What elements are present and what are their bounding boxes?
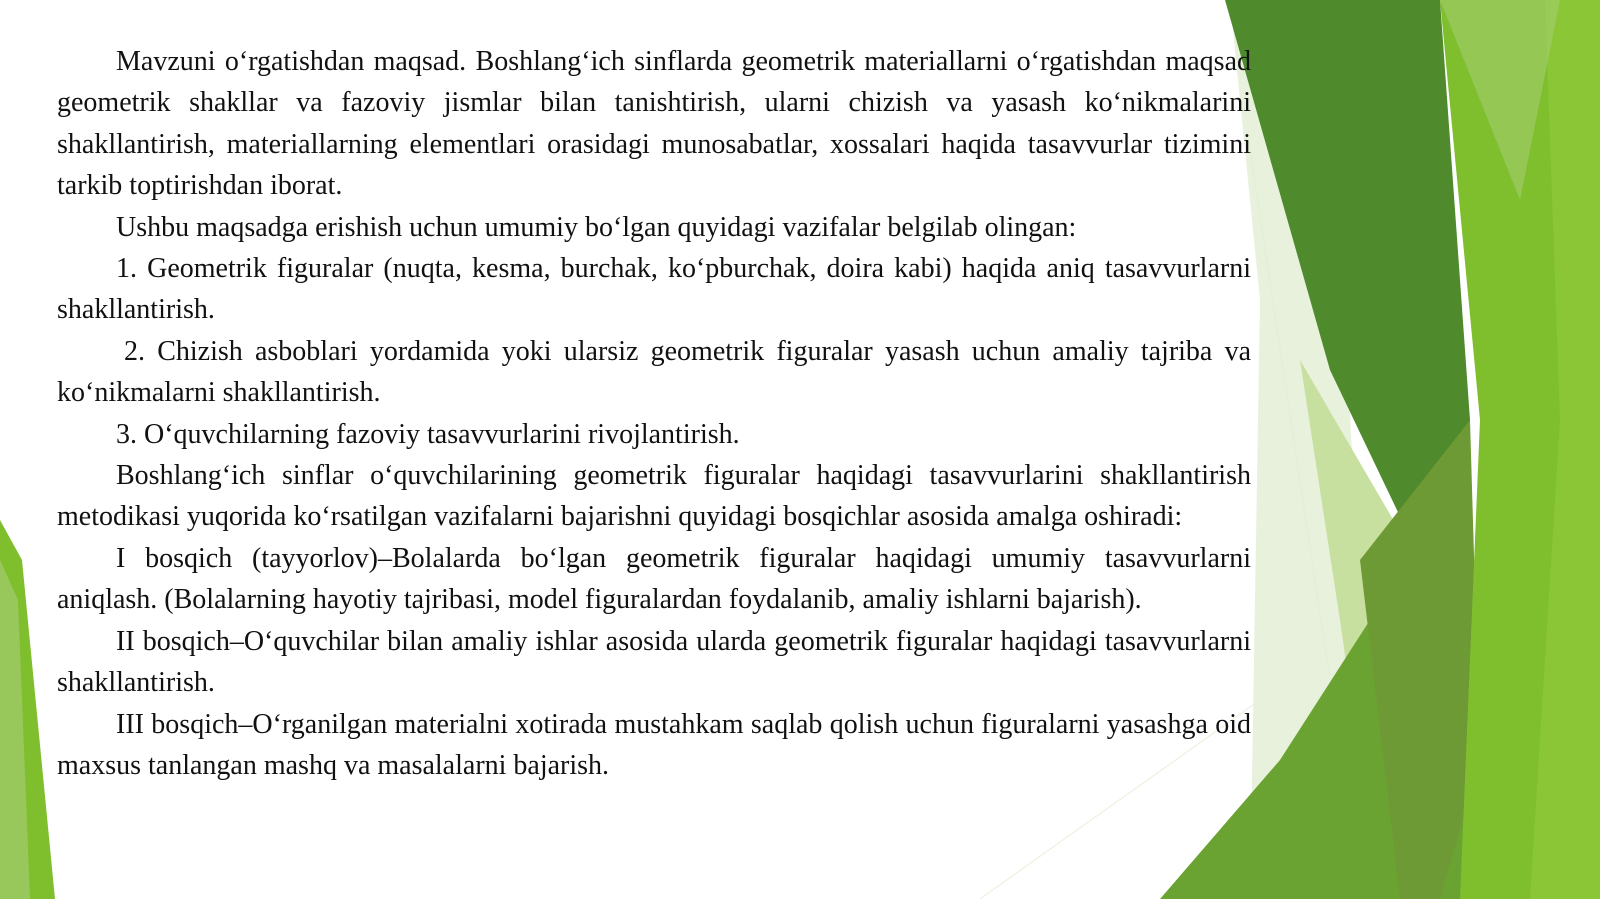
paragraph-goal: Mavzuni o‘rgatishdan maqsad. Boshlang‘ich sinflarda geometrik materiallarni o‘rgatishdan maqsad geometrik shakllar va fazoviy jismlar bilan tanishtirish, ularni chizish va yasash ko‘nikmalarini shakllantirish, materiallarning elementlari orasidagi munosabatlar, xossalari haqida tasavvurlar tizimini tarkib toptirishdan iborat. <box>57 46 1251 202</box>
paragraph-stage-3: III bosqich–O‘rganilgan materialni xotirada mustahkam saqlab qolish uchun figuralarni yasashga oid maxsus tanlangan mashq va masalalarni bajarish. <box>57 708 1251 781</box>
paragraph-stage-2: II bosqich–O‘quvchilar bilan amaliy ishlar asosida ularda geometrik figuralar haqidagi tasavvurlarni shakllantirish. <box>57 625 1251 699</box>
slide-text-body <box>57 41 1251 786</box>
paragraph-task-2: 2. Chizish asboblari yordamida yoki ularsiz geometrik figuralar yasash uchun amaliy tajriba va ko‘nikmalarni shakllantirish. <box>57 335 1251 409</box>
paragraph-tasks-intro: Ushbu maqsadga erishish uchun umumiy bo‘lgan quyidagi vazifalar belgilab olingan: <box>116 211 1077 243</box>
paragraph-task-1: 1. Geometrik figuralar (nuqta, kesma, burchak, ko‘pburchak, doira kabi) haqida aniq tasavvurlarni shakllantirish. <box>57 253 1251 326</box>
paragraph-method: Boshlang‘ich sinflar o‘quvchilarining geometrik figuralar haqidagi tasavvurlarini shakllantirish metodikasi yuqorida ko‘rsatilgan vazifalarni bajarishni quyidagi bosqichlar asosida amalga oshiradi: <box>57 460 1251 533</box>
paragraph-stage-1: I bosqich (tayyorlov)–Bolalarda bo‘lgan geometrik figuralar haqidagi umumiy tasavvurlarni aniqlash. (Bolalarning hayotiy tajribasi, model figuralardan foydalanib, amaliy ishlarni bajarish). <box>57 542 1251 616</box>
paragraph-task-3: 3. O‘quvchilarning fazoviy tasavvurlarini rivojlantirish. <box>116 418 740 450</box>
